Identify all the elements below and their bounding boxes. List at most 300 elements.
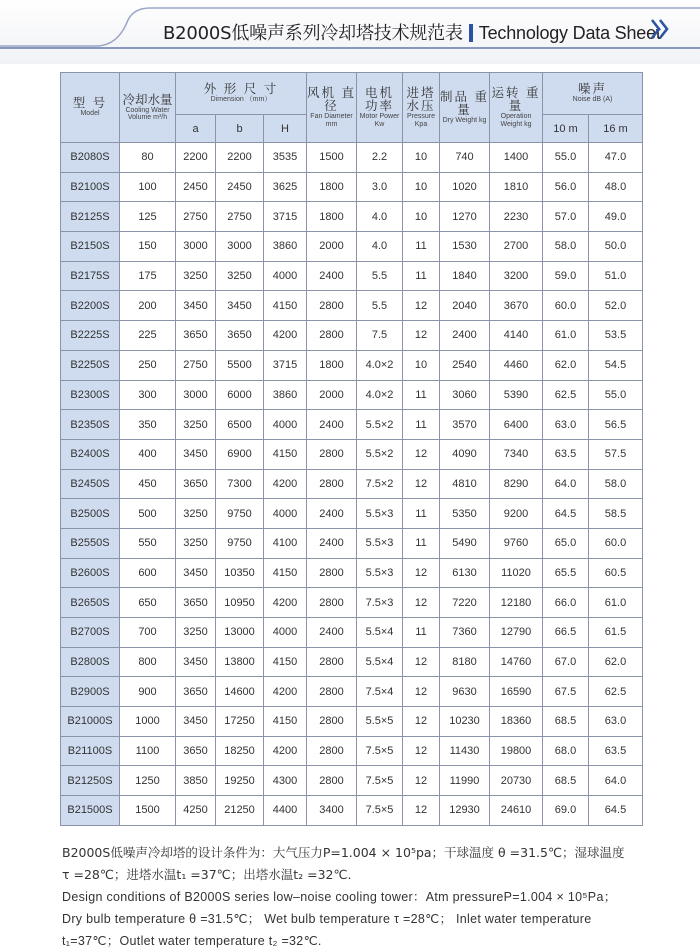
cell-fan-diameter: 2000 xyxy=(307,380,357,410)
cell-noise-16m: 61.5 xyxy=(589,618,643,648)
header-dimension: 外 形 尺 寸 Dimension （mm） xyxy=(176,73,307,115)
cell-noise-16m: 50.0 xyxy=(589,232,643,262)
cell-noise-16m: 58.5 xyxy=(589,499,643,529)
cell-water-volume: 200 xyxy=(120,291,176,321)
cell-dim-h: 3860 xyxy=(264,380,307,410)
cell-pressure: 12 xyxy=(403,707,440,737)
cell-dim-b: 10350 xyxy=(216,558,264,588)
cell-model: B2150S xyxy=(61,232,120,262)
header-noise-10m: 10 m xyxy=(543,115,589,143)
cell-model: B2200S xyxy=(61,291,120,321)
cell-model: B2250S xyxy=(61,350,120,380)
cell-pressure: 12 xyxy=(403,321,440,351)
cell-operation-weight: 6400 xyxy=(490,410,543,440)
cell-model: B2080S xyxy=(61,143,120,173)
cell-fan-diameter: 2800 xyxy=(307,321,357,351)
cell-model: B2800S xyxy=(61,647,120,677)
cell-dim-b: 18250 xyxy=(216,736,264,766)
cell-model: B21250S xyxy=(61,766,120,796)
table-row xyxy=(61,588,643,618)
cell-model: B2900S xyxy=(61,677,120,707)
cell-operation-weight: 19800 xyxy=(490,736,543,766)
cell-model: B21100S xyxy=(61,736,120,766)
cell-dim-a: 2450 xyxy=(176,172,216,202)
cell-dim-a: 2750 xyxy=(176,202,216,232)
cell-water-volume: 1250 xyxy=(120,766,176,796)
cell-pressure: 10 xyxy=(403,350,440,380)
cell-dim-h: 4150 xyxy=(264,558,307,588)
cell-motor-power: 4.0 xyxy=(357,232,403,262)
cell-pressure: 11 xyxy=(403,380,440,410)
cell-water-volume: 125 xyxy=(120,202,176,232)
cell-noise-16m: 53.5 xyxy=(589,321,643,351)
cell-dim-b: 6500 xyxy=(216,410,264,440)
cell-dry-weight: 12930 xyxy=(440,796,490,826)
cell-fan-diameter: 2000 xyxy=(307,232,357,262)
cell-dry-weight: 5350 xyxy=(440,499,490,529)
table-row xyxy=(61,202,643,232)
cell-pressure: 11 xyxy=(403,410,440,440)
cell-motor-power: 5.5×3 xyxy=(357,499,403,529)
cell-noise-16m: 58.0 xyxy=(589,469,643,499)
note-cn-line-1: B2000S低噪声冷却塔的设计条件为：大气压力P=1.004 × 10⁵pa；干球温度 θ =31.5℃；湿球温度 xyxy=(62,845,625,860)
cell-dim-b: 13000 xyxy=(216,618,264,648)
cell-operation-weight: 3670 xyxy=(490,291,543,321)
cell-motor-power: 4.0×2 xyxy=(357,380,403,410)
cell-operation-weight: 1400 xyxy=(490,143,543,173)
cell-dry-weight: 10230 xyxy=(440,707,490,737)
cell-noise-10m: 66.5 xyxy=(543,618,589,648)
cell-dry-weight: 2400 xyxy=(440,321,490,351)
cell-fan-diameter: 2400 xyxy=(307,410,357,440)
cell-dim-b: 6000 xyxy=(216,380,264,410)
cell-motor-power: 7.5×4 xyxy=(357,677,403,707)
table-row xyxy=(61,410,643,440)
cell-model: B21000S xyxy=(61,707,120,737)
cell-noise-10m: 66.0 xyxy=(543,588,589,618)
cell-dry-weight: 1840 xyxy=(440,261,490,291)
cell-operation-weight: 4460 xyxy=(490,350,543,380)
cell-water-volume: 150 xyxy=(120,232,176,262)
cell-dim-a: 4250 xyxy=(176,796,216,826)
cell-operation-weight: 2230 xyxy=(490,202,543,232)
cell-operation-weight: 12790 xyxy=(490,618,543,648)
cell-dim-b: 7300 xyxy=(216,469,264,499)
cell-pressure: 12 xyxy=(403,469,440,499)
cell-motor-power: 7.5 xyxy=(357,321,403,351)
cell-noise-16m: 62.5 xyxy=(589,677,643,707)
cell-motor-power: 5.5×3 xyxy=(357,528,403,558)
cell-dry-weight: 2040 xyxy=(440,291,490,321)
cell-pressure: 12 xyxy=(403,796,440,826)
cell-water-volume: 100 xyxy=(120,172,176,202)
table-row xyxy=(61,321,643,351)
cell-dim-b: 9750 xyxy=(216,499,264,529)
cell-water-volume: 500 xyxy=(120,499,176,529)
cell-dry-weight: 740 xyxy=(440,143,490,173)
cell-fan-diameter: 1500 xyxy=(307,143,357,173)
header-pressure: 进塔 水压 Pressure Kpa xyxy=(403,73,440,143)
cell-dim-a: 3650 xyxy=(176,588,216,618)
cell-dry-weight: 1270 xyxy=(440,202,490,232)
cell-operation-weight: 12180 xyxy=(490,588,543,618)
cell-motor-power: 5.5×4 xyxy=(357,618,403,648)
cell-noise-16m: 64.5 xyxy=(589,796,643,826)
cell-fan-diameter: 2400 xyxy=(307,528,357,558)
cell-noise-16m: 62.0 xyxy=(589,647,643,677)
cell-noise-16m: 64.0 xyxy=(589,766,643,796)
cell-pressure: 12 xyxy=(403,291,440,321)
cell-dry-weight: 6130 xyxy=(440,558,490,588)
cell-model: B2300S xyxy=(61,380,120,410)
cell-pressure: 12 xyxy=(403,558,440,588)
cell-dim-a: 3650 xyxy=(176,677,216,707)
cell-motor-power: 7.5×3 xyxy=(357,588,403,618)
cell-noise-16m: 47.0 xyxy=(589,143,643,173)
cell-water-volume: 650 xyxy=(120,588,176,618)
table-row xyxy=(61,528,643,558)
cell-pressure: 10 xyxy=(403,143,440,173)
cell-model: B2125S xyxy=(61,202,120,232)
cell-dim-a: 3450 xyxy=(176,291,216,321)
cell-noise-10m: 65.0 xyxy=(543,528,589,558)
cell-fan-diameter: 2800 xyxy=(307,677,357,707)
cell-dim-h: 4200 xyxy=(264,677,307,707)
cell-fan-diameter: 2800 xyxy=(307,558,357,588)
cell-dim-a: 3650 xyxy=(176,469,216,499)
cell-dim-a: 3850 xyxy=(176,766,216,796)
cell-noise-16m: 57.5 xyxy=(589,439,643,469)
table-body xyxy=(61,143,643,826)
header-dim-h: H xyxy=(264,115,307,143)
cell-noise-10m: 62.5 xyxy=(543,380,589,410)
note-en-line-2: Dry bulb temperature θ =31.5℃； Wet bulb temperature τ =28℃； Inlet water temperature xyxy=(62,912,592,926)
cell-dry-weight: 8180 xyxy=(440,647,490,677)
cell-dim-b: 3000 xyxy=(216,232,264,262)
cell-dim-h: 4000 xyxy=(264,499,307,529)
cell-dry-weight: 3060 xyxy=(440,380,490,410)
cell-dry-weight: 3570 xyxy=(440,410,490,440)
cell-noise-10m: 60.0 xyxy=(543,291,589,321)
cell-dim-a: 3450 xyxy=(176,707,216,737)
cell-noise-16m: 60.0 xyxy=(589,528,643,558)
cell-dim-h: 4200 xyxy=(264,469,307,499)
header-model: 型 号 Model xyxy=(61,73,120,143)
cell-pressure: 12 xyxy=(403,736,440,766)
cell-dim-h: 4000 xyxy=(264,618,307,648)
cell-operation-weight: 20730 xyxy=(490,766,543,796)
cell-dim-b: 14600 xyxy=(216,677,264,707)
cell-pressure: 12 xyxy=(403,677,440,707)
cell-model: B2175S xyxy=(61,261,120,291)
cell-dry-weight: 4090 xyxy=(440,439,490,469)
page-title xyxy=(163,19,661,45)
cell-noise-10m: 55.0 xyxy=(543,143,589,173)
cell-dim-h: 3715 xyxy=(264,350,307,380)
cell-motor-power: 5.5 xyxy=(357,291,403,321)
cell-dim-a: 3450 xyxy=(176,558,216,588)
cell-noise-16m: 63.0 xyxy=(589,707,643,737)
title-chinese: B2000S低噪声系列冷却塔技术规范表 xyxy=(163,23,463,44)
cell-model: B2500S xyxy=(61,499,120,529)
cell-dim-b: 6900 xyxy=(216,439,264,469)
cell-model: B2550S xyxy=(61,528,120,558)
cell-operation-weight: 14760 xyxy=(490,647,543,677)
table-row xyxy=(61,558,643,588)
cell-motor-power: 5.5×2 xyxy=(357,410,403,440)
cell-model: B2600S xyxy=(61,558,120,588)
cell-motor-power: 5.5×5 xyxy=(357,707,403,737)
cell-water-volume: 175 xyxy=(120,261,176,291)
table-row xyxy=(61,469,643,499)
cell-model: B2700S xyxy=(61,618,120,648)
cell-water-volume: 80 xyxy=(120,143,176,173)
cell-dim-b: 3650 xyxy=(216,321,264,351)
table-row xyxy=(61,677,643,707)
table-row xyxy=(61,291,643,321)
cell-dim-h: 4200 xyxy=(264,588,307,618)
cell-model: B2650S xyxy=(61,588,120,618)
header-water-volume: 冷却水量 Cooling Water Volume m³/h xyxy=(120,73,176,143)
cell-motor-power: 7.5×2 xyxy=(357,469,403,499)
cell-water-volume: 900 xyxy=(120,677,176,707)
cell-fan-diameter: 1800 xyxy=(307,350,357,380)
cell-fan-diameter: 2800 xyxy=(307,766,357,796)
cell-dim-h: 4150 xyxy=(264,707,307,737)
cell-pressure: 11 xyxy=(403,261,440,291)
cell-dim-a: 3250 xyxy=(176,261,216,291)
cell-dim-b: 21250 xyxy=(216,796,264,826)
note-cn-line-2: τ =28℃；进塔水温t₁ =37℃；出塔水温t₂ =32℃. xyxy=(62,867,352,882)
cell-water-volume: 450 xyxy=(120,469,176,499)
cell-dim-b: 3250 xyxy=(216,261,264,291)
cell-dim-h: 4200 xyxy=(264,321,307,351)
cell-fan-diameter: 2800 xyxy=(307,588,357,618)
title-divider xyxy=(469,24,473,42)
cell-dim-h: 4000 xyxy=(264,261,307,291)
cell-motor-power: 3.0 xyxy=(357,172,403,202)
page-header xyxy=(0,0,700,64)
cell-dim-a: 3000 xyxy=(176,232,216,262)
cell-dim-h: 3625 xyxy=(264,172,307,202)
cell-dim-h: 3715 xyxy=(264,202,307,232)
cell-noise-10m: 65.5 xyxy=(543,558,589,588)
cell-water-volume: 400 xyxy=(120,439,176,469)
cell-motor-power: 7.5×5 xyxy=(357,766,403,796)
cell-fan-diameter: 1800 xyxy=(307,202,357,232)
cell-fan-diameter: 2800 xyxy=(307,707,357,737)
cell-motor-power: 4.0 xyxy=(357,202,403,232)
cell-noise-16m: 49.0 xyxy=(589,202,643,232)
cell-fan-diameter: 2400 xyxy=(307,618,357,648)
cell-operation-weight: 8290 xyxy=(490,469,543,499)
cell-dim-a: 2750 xyxy=(176,350,216,380)
cell-noise-10m: 63.5 xyxy=(543,439,589,469)
cell-dim-a: 3650 xyxy=(176,736,216,766)
header-operation-weight: 运转 重量 Operation Weight kg xyxy=(490,73,543,143)
cell-pressure: 10 xyxy=(403,202,440,232)
cell-dim-h: 3860 xyxy=(264,232,307,262)
cell-fan-diameter: 1800 xyxy=(307,172,357,202)
cell-dim-b: 2450 xyxy=(216,172,264,202)
cell-dim-b: 19250 xyxy=(216,766,264,796)
cell-noise-16m: 54.5 xyxy=(589,350,643,380)
cell-operation-weight: 18360 xyxy=(490,707,543,737)
cell-fan-diameter: 2800 xyxy=(307,736,357,766)
cell-dim-b: 5500 xyxy=(216,350,264,380)
cell-water-volume: 1100 xyxy=(120,736,176,766)
cell-operation-weight: 4140 xyxy=(490,321,543,351)
cell-operation-weight: 24610 xyxy=(490,796,543,826)
cell-motor-power: 5.5×4 xyxy=(357,647,403,677)
cell-dry-weight: 7220 xyxy=(440,588,490,618)
cell-fan-diameter: 3400 xyxy=(307,796,357,826)
cell-dim-a: 3650 xyxy=(176,321,216,351)
cell-motor-power: 4.0×2 xyxy=(357,350,403,380)
table-row xyxy=(61,143,643,173)
cell-operation-weight: 1810 xyxy=(490,172,543,202)
cell-operation-weight: 11020 xyxy=(490,558,543,588)
cell-noise-10m: 57.0 xyxy=(543,202,589,232)
cell-dim-a: 3250 xyxy=(176,410,216,440)
cell-fan-diameter: 2800 xyxy=(307,439,357,469)
cell-model: B2100S xyxy=(61,172,120,202)
cell-dry-weight: 7360 xyxy=(440,618,490,648)
cell-operation-weight: 3200 xyxy=(490,261,543,291)
cell-water-volume: 1500 xyxy=(120,796,176,826)
cell-model: B2400S xyxy=(61,439,120,469)
cell-noise-10m: 58.0 xyxy=(543,232,589,262)
cell-fan-diameter: 2800 xyxy=(307,469,357,499)
cell-dim-a: 3450 xyxy=(176,439,216,469)
cell-noise-16m: 60.5 xyxy=(589,558,643,588)
header-fan-diameter: 风机 直径 Fan Diameter mm xyxy=(307,73,357,143)
table-row xyxy=(61,796,643,826)
cell-model: B2450S xyxy=(61,469,120,499)
cell-dim-b: 3450 xyxy=(216,291,264,321)
cell-dim-h: 4150 xyxy=(264,439,307,469)
cell-motor-power: 7.5×5 xyxy=(357,796,403,826)
cell-water-volume: 300 xyxy=(120,380,176,410)
cell-water-volume: 600 xyxy=(120,558,176,588)
cell-motor-power: 2.2 xyxy=(357,143,403,173)
cell-noise-10m: 67.5 xyxy=(543,677,589,707)
cell-dim-a: 3000 xyxy=(176,380,216,410)
cell-dim-a: 3250 xyxy=(176,618,216,648)
header-noise-16m: 16 m xyxy=(589,115,643,143)
cell-noise-10m: 62.0 xyxy=(543,350,589,380)
cell-fan-diameter: 2800 xyxy=(307,291,357,321)
cell-dim-b: 10950 xyxy=(216,588,264,618)
cell-noise-10m: 64.5 xyxy=(543,499,589,529)
cell-operation-weight: 16590 xyxy=(490,677,543,707)
cell-noise-16m: 48.0 xyxy=(589,172,643,202)
cell-dry-weight: 2540 xyxy=(440,350,490,380)
cell-noise-16m: 52.0 xyxy=(589,291,643,321)
cell-pressure: 11 xyxy=(403,528,440,558)
cell-dim-h: 4000 xyxy=(264,410,307,440)
cell-dim-h: 4400 xyxy=(264,796,307,826)
cell-motor-power: 5.5×2 xyxy=(357,439,403,469)
note-en-line-3: t₁=37℃；Outlet water temperature t₂ =32℃. xyxy=(62,934,322,948)
design-conditions-notes xyxy=(62,842,642,952)
cell-dry-weight: 1530 xyxy=(440,232,490,262)
cell-dim-a: 2200 xyxy=(176,143,216,173)
cell-water-volume: 350 xyxy=(120,410,176,440)
header-motor-power: 电机 功率 Motor Power Kw xyxy=(357,73,403,143)
title-english: Technology Data Sheet xyxy=(478,23,661,43)
table-row xyxy=(61,380,643,410)
cell-pressure: 11 xyxy=(403,499,440,529)
cell-water-volume: 225 xyxy=(120,321,176,351)
header-noise: 噪声 Noise dB (A) xyxy=(543,73,643,115)
cell-pressure: 11 xyxy=(403,618,440,648)
cell-dim-b: 2750 xyxy=(216,202,264,232)
cell-motor-power: 5.5×3 xyxy=(357,558,403,588)
cell-noise-10m: 56.0 xyxy=(543,172,589,202)
cell-noise-10m: 68.5 xyxy=(543,707,589,737)
cell-dim-h: 4150 xyxy=(264,291,307,321)
cell-model: B2225S xyxy=(61,321,120,351)
double-chevron-right-icon xyxy=(650,18,670,40)
note-en-line-1: Design conditions of B2000S series low–noise cooling tower：Atm pressureP=1.004 × 10⁵Pa； xyxy=(62,890,617,904)
table-row xyxy=(61,736,643,766)
cell-noise-10m: 67.0 xyxy=(543,647,589,677)
cell-dim-b: 9750 xyxy=(216,528,264,558)
cell-water-volume: 800 xyxy=(120,647,176,677)
cell-dim-h: 4150 xyxy=(264,647,307,677)
cell-dim-a: 3250 xyxy=(176,499,216,529)
cell-noise-10m: 59.0 xyxy=(543,261,589,291)
cell-model: B21500S xyxy=(61,796,120,826)
cell-operation-weight: 5390 xyxy=(490,380,543,410)
cell-noise-10m: 69.0 xyxy=(543,796,589,826)
header-dim-b: b xyxy=(216,115,264,143)
table-row xyxy=(61,766,643,796)
cell-noise-10m: 63.0 xyxy=(543,410,589,440)
cell-fan-diameter: 2800 xyxy=(307,647,357,677)
table-row xyxy=(61,439,643,469)
cell-operation-weight: 9760 xyxy=(490,528,543,558)
cell-water-volume: 550 xyxy=(120,528,176,558)
cell-motor-power: 5.5 xyxy=(357,261,403,291)
cell-dim-h: 3535 xyxy=(264,143,307,173)
cell-dry-weight: 11990 xyxy=(440,766,490,796)
table-row xyxy=(61,172,643,202)
table-row xyxy=(61,232,643,262)
cell-noise-16m: 63.5 xyxy=(589,736,643,766)
table-row xyxy=(61,261,643,291)
cell-water-volume: 250 xyxy=(120,350,176,380)
cell-fan-diameter: 2400 xyxy=(307,261,357,291)
cell-noise-10m: 68.0 xyxy=(543,736,589,766)
table-row xyxy=(61,707,643,737)
cell-model: B2350S xyxy=(61,410,120,440)
cell-pressure: 11 xyxy=(403,232,440,262)
cell-noise-16m: 51.0 xyxy=(589,261,643,291)
table-row xyxy=(61,618,643,648)
cell-noise-16m: 55.0 xyxy=(589,380,643,410)
cell-noise-10m: 64.0 xyxy=(543,469,589,499)
cell-water-volume: 1000 xyxy=(120,707,176,737)
cell-dim-b: 17250 xyxy=(216,707,264,737)
cell-dry-weight: 4810 xyxy=(440,469,490,499)
cell-pressure: 12 xyxy=(403,647,440,677)
cell-operation-weight: 7340 xyxy=(490,439,543,469)
cell-noise-16m: 56.5 xyxy=(589,410,643,440)
cell-pressure: 12 xyxy=(403,766,440,796)
cell-dim-a: 3250 xyxy=(176,528,216,558)
